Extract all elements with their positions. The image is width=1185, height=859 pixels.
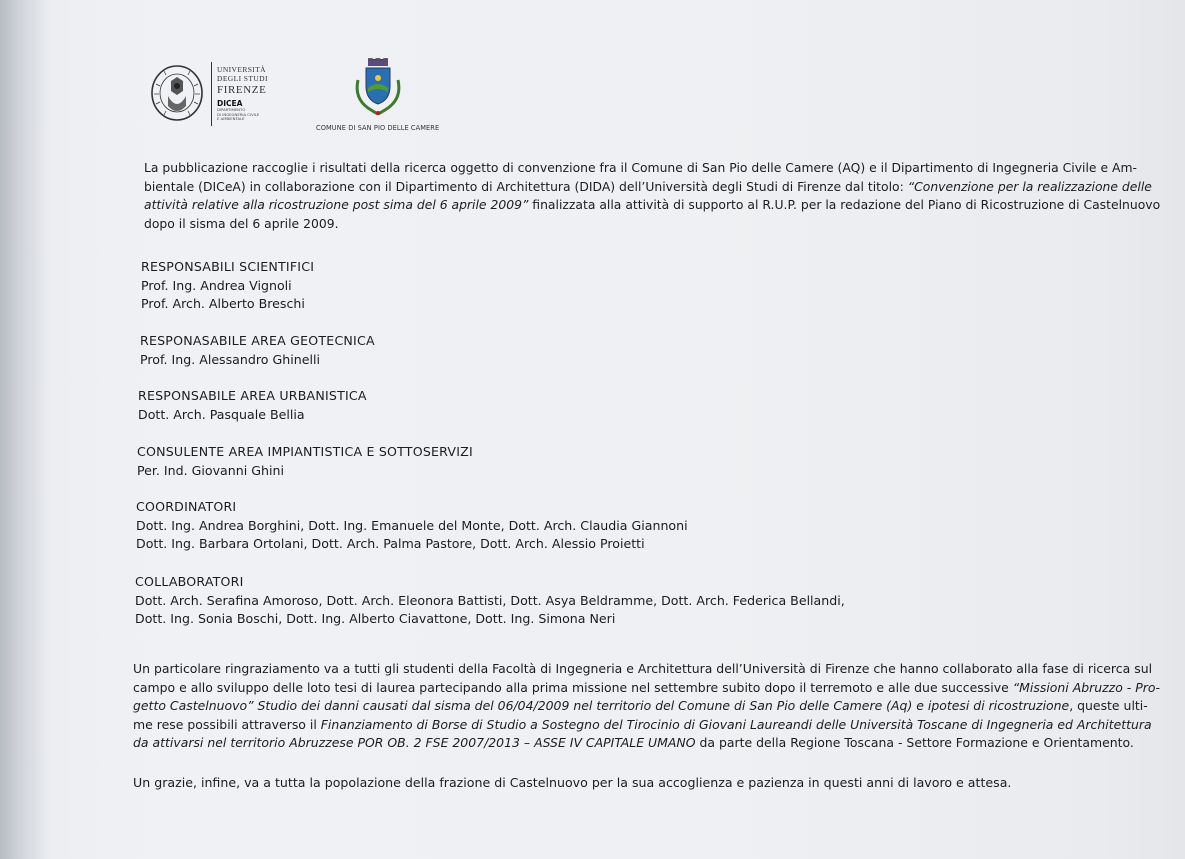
thanks-line: campo e allo sviluppo delle loto tesi di laurea partecipando alla prima missione nel settembre subito dopo il terremoto e alle due successive “Missioni Abruzzo - Pro-	[133, 679, 1160, 695]
credit-line: Prof. Ing. Andrea Vignoli	[141, 277, 292, 293]
credit-line: Per. Ind. Giovanni Ghini	[137, 462, 284, 478]
logo-divider	[211, 62, 212, 126]
section-collaboratori	[135, 573, 845, 629]
university-seal-icon	[150, 64, 204, 122]
credit-line: Dott. Ing. Sonia Boschi, Dott. Ing. Alberto Ciavattone, Dott. Ing. Simona Neri	[135, 611, 616, 626]
thanks-line: da attivarsi nel territorio Abruzzese POR OB. 2 FSE 2007/2013 – ASSE IV CAPITALE UMANO da parte della Regione Toscana - Settore Formazione e Orientamento.	[133, 735, 1134, 750]
section-coordinatori	[136, 498, 688, 554]
section-heading: COLLABORATORI	[135, 574, 244, 589]
section-heading: RESPONSABILI SCIENTIFICI	[141, 259, 315, 274]
section-responsabili-scientifici	[141, 258, 314, 314]
credit-line: Prof. Arch. Alberto Breschi	[141, 296, 305, 311]
closing-paragraph	[133, 774, 1011, 793]
comune-label: COMUNE DI SAN PIO DELLE CAMERE	[316, 124, 440, 132]
university-logo	[150, 60, 290, 132]
credit-line: Dott. Ing. Andrea Borghini, Dott. Ing. Emanuele del Monte, Dott. Arch. Claudia Giannoni	[136, 517, 688, 533]
intro-line: attività relative alla ricostruzione post sima del 6 aprile 2009” finalizzata alla attività di supporto al R.U.P. per la redazione del Piano di Ricostruzione di Castelnuovo	[144, 197, 1161, 212]
credit-line: Dott. Arch. Serafina Amoroso, Dott. Arch. Eleonora Battisti, Dott. Asya Beldramme, Dott. Arch. Federica Bellandi,	[135, 592, 845, 608]
thanks-line: Un particolare ringraziamento va a tutti gli studenti della Facoltà di Ingegneria e Architettura dell’Università di Firenze che hanno collaborato alla fase di ricerca sul	[133, 661, 1153, 676]
thanks-line: getto Castelnuovo” Studio dei danni causati dal sisma del 06/04/2009 nel territorio del Comune di San Pio delle Camere (Aq) e ipotesi di ricostruzione, queste ulti-	[133, 698, 1148, 713]
section-heading: RESPONASABILE AREA GEOTECNICA	[140, 333, 375, 348]
intro-paragraph	[144, 159, 1160, 233]
credit-line: Dott. Arch. Pasquale Bellia	[138, 406, 305, 422]
comune-logo	[312, 58, 442, 138]
university-wordmark: UNIVERSITÀ DEGLI STUDI FIRENZE DICEA DIPARTIMENTO DI INGEGNERIA CIVILE E AMBIENTALE	[217, 65, 268, 122]
section-area-impiantistica	[137, 443, 473, 480]
closing-line: Un grazie, infine, va a tutta la popolazione della frazione di Castelnuovo per la sua accoglienza e pazienza in questi anni di lavoro e attesa.	[133, 775, 1012, 790]
page-fold-shadow	[0, 0, 52, 859]
intro-line: dopo il sisma del 6 aprile 2009.	[144, 215, 339, 231]
comune-crest-icon	[352, 58, 404, 118]
section-area-urbanistica	[138, 387, 367, 424]
thanks-line: me rese possibili attraverso il Finanziamento di Borse di Studio a Sostegno del Tirocinio di Giovani Laureandi delle Università Toscane di Ingegneria ed Architettura	[133, 716, 1152, 732]
intro-line: La pubblicazione raccoglie i risultati della ricerca oggetto di convenzione fra il Comune di San Pio delle Camere (AQ) e il Dipartimento di Ingegneria Civile e Am-	[144, 160, 1138, 175]
credit-line: Dott. Ing. Barbara Ortolani, Dott. Arch. Palma Pastore, Dott. Arch. Alessio Proietti	[136, 536, 645, 551]
section-area-geotecnica	[140, 332, 375, 369]
credit-line: Prof. Ing. Alessandro Ghinelli	[140, 351, 320, 367]
thanks-paragraph	[133, 660, 1160, 753]
section-heading: RESPONSABILE AREA URBANISTICA	[138, 388, 367, 403]
section-heading: CONSULENTE AREA IMPIANTISTICA E SOTTOSERVIZI	[137, 444, 473, 459]
section-heading: COORDINATORI	[136, 499, 237, 514]
intro-line: bientale (DICeA) in collaborazione con il Dipartimento di Architettura (DIDA) dell’Università degli Studi di Firenze dal titolo: “Convenzione per la realizzazione delle	[144, 178, 1152, 194]
